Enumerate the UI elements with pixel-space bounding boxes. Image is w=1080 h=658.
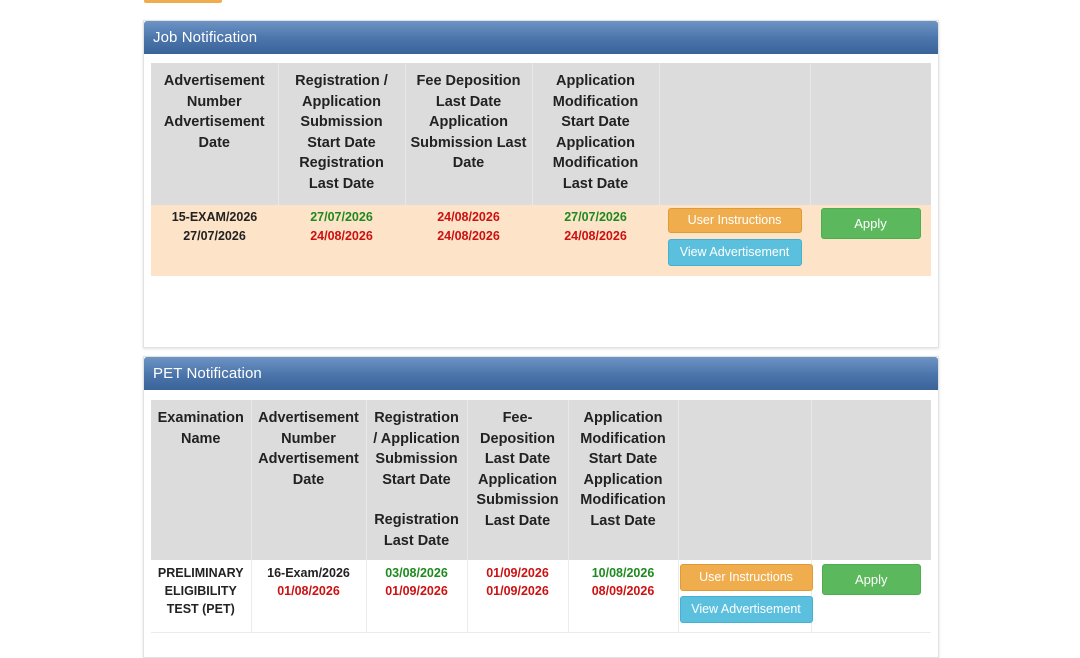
submission-last-date: 24/08/2026 [437,229,500,243]
advertisement-cell [151,205,278,276]
registration-cell [278,205,405,276]
table-row [151,560,931,632]
apply-cell [811,560,931,632]
advertisement-number: 15-EXAM/2026 [171,210,258,224]
advertisement-date: 01/08/2026 [277,584,340,598]
view-advertisement-button[interactable]: View Advertisement [668,239,802,266]
registration-last-date: 24/08/2026 [310,229,373,243]
actions-cell [678,560,811,632]
fee-cell [405,205,532,276]
job-table-header-row [151,63,931,205]
registration-start-date: 03/08/2026 [385,566,448,580]
registration-start-date: 27/07/2026 [310,210,373,224]
job-notification-table [151,63,931,276]
pet-notification-table [151,400,931,633]
exam-name-cell: PRELIMINARY ELIGIBILITY TEST (PET) [151,560,251,632]
header-registration-start: Registration / Application Submission Start Date [373,410,460,488]
header-fee-deposition: Fee Deposition Last Date Application Submission Last Date [405,63,532,205]
header-modification: Application Modification Start Date Application Modification Last Date [532,63,659,205]
apply-button[interactable]: Apply [821,208,921,239]
submission-last-date: 01/09/2026 [486,584,549,598]
user-instructions-button[interactable]: User Instructions [668,208,802,233]
modification-last-date: 24/08/2026 [564,229,627,243]
pet-table-header-row [151,400,931,560]
table-row [151,205,931,276]
actions-cell [659,205,810,276]
header-apply [810,63,931,205]
header-advertisement: Advertisement Number Advertisement Date [151,63,278,205]
fee-last-date: 01/09/2026 [486,566,549,580]
header-exam-name: Examination Name [151,400,251,560]
header-registration [366,400,467,560]
registration-cell [366,560,467,632]
modification-cell [568,560,678,632]
header-modification: Application Modification Start Date Application Modification Last Date [568,400,678,560]
apply-button[interactable]: Apply [822,564,921,595]
header-registration-last: Registration Last Date [374,512,459,549]
advertisement-date: 27/07/2026 [183,229,246,243]
modification-start-date: 10/08/2026 [591,566,655,580]
apply-cell [810,205,931,276]
header-actions [659,63,810,205]
modification-start-date: 27/07/2026 [564,210,627,224]
advertisement-number: 16-Exam/2026 [267,566,350,580]
pet-notification-panel [143,356,939,658]
modification-cell [532,205,659,276]
header-apply [811,400,931,560]
fee-cell [467,560,568,632]
top-accent-bar [144,0,222,3]
registration-last-date: 01/09/2026 [385,584,448,598]
job-notification-panel [143,20,939,348]
header-registration: Registration / Application Submission Start Date Registration Last Date [278,63,405,205]
header-actions [678,400,811,560]
view-advertisement-button[interactable]: View Advertisement [680,596,813,623]
pet-notification-title: PET Notification [144,357,938,390]
job-notification-title: Job Notification [144,21,938,54]
header-advertisement: Advertisement Number Advertisement Date [251,400,366,560]
advertisement-cell [251,560,366,632]
modification-last-date: 08/09/2026 [591,584,655,598]
user-instructions-button[interactable]: User Instructions [680,564,813,591]
header-fee-deposition: Fee-Deposition Last Date Application Submission Last Date [467,400,568,560]
fee-last-date: 24/08/2026 [437,210,500,224]
